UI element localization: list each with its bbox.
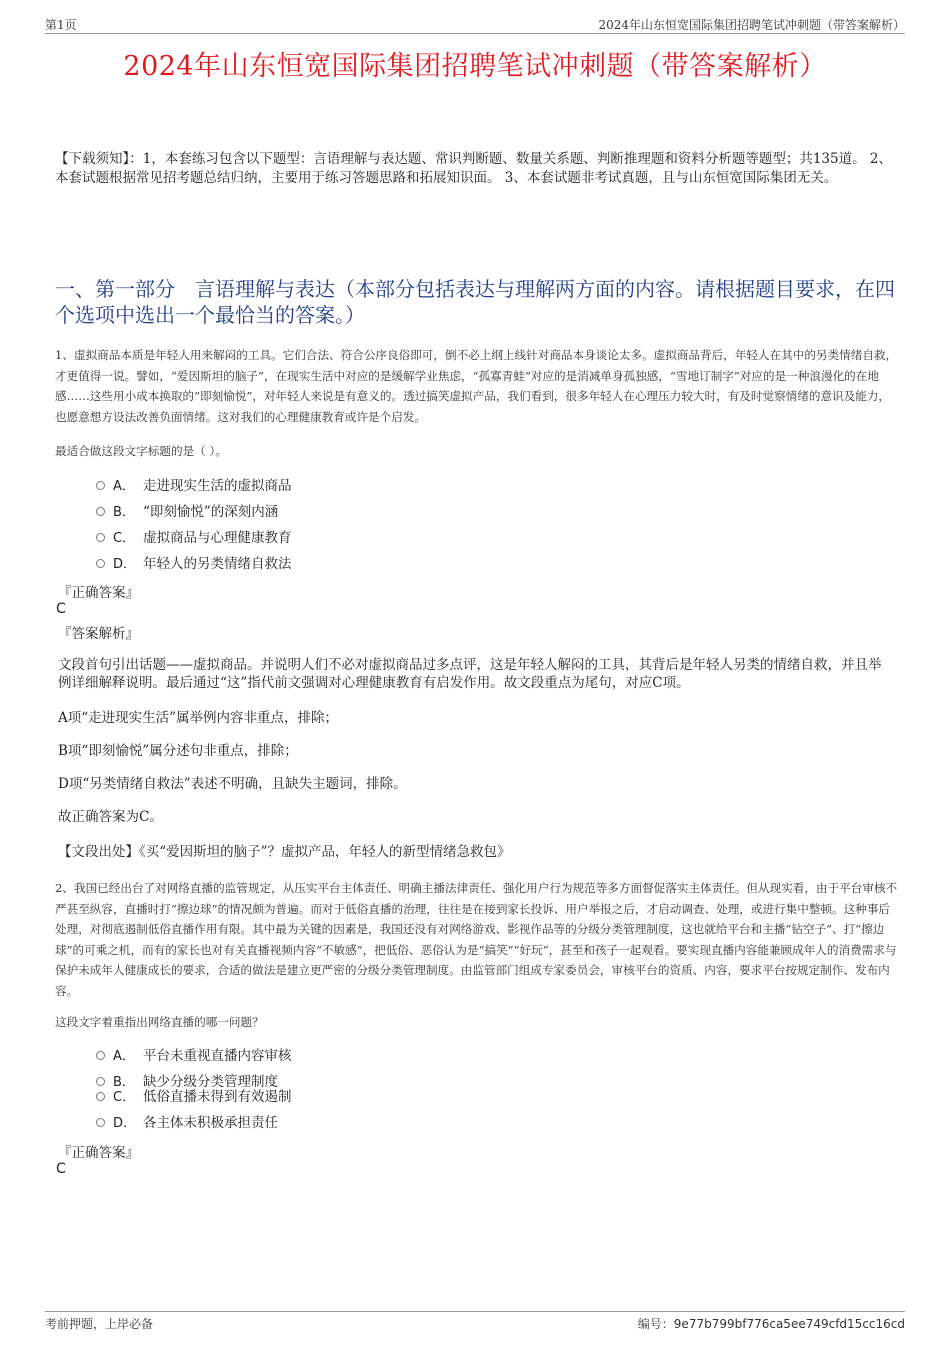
question-1-text: 1、虚拟商品本质是年轻人用来解闷的工具。它们合法、符合公序良俗即可，倒不必上纲上线针对商品本身谈论太多。虚拟商品背后，年轻人在其中的另类情绪自救，才更值得一说。譬如，“爱因斯坦的脑子”，在现实生活中对应的是缓解学业焦虑，“孤寡青蛙”对应的是消减单身孤独感，“雪地订制字”对应的是一种浪漫化的在地感……这些用小成本换取的“即刻愉悦”，对年轻人来说是有意义的。透过搞笑虚拟产品，我们看到，很多年轻人在心理压力较大时，有及时觉察情绪的意识及能力，也愿意想方设法改善负面情绪。这对我们的心理健康教育或许是个启发。 <box>55 348 898 424</box>
radio-icon[interactable] <box>96 1077 105 1086</box>
header-doc-title: 2024年山东恒宽国际集团招聘笔试冲刺题（带答案解析） <box>598 18 905 32</box>
footer-code: 9e77b799bf776ca5ee749cfd15cc16cd <box>673 1317 905 1331</box>
q1-option-a[interactable]: A． 走进现实生活的虚拟商品 <box>96 477 292 495</box>
q1-analysis-paragraph: 文段首句引出话题——虚拟商品。并说明人们不必对虚拟商品过多点评，这是年轻人解闷的工具，其背后是年轻人另类的情绪自救，并且举例详细解释说明。最后通过“这”指代前文强调对心理健康教育有启发作用。故文段重点为尾句，对应C项。 <box>58 657 882 691</box>
q1-analysis-conclusion: 故正确答案为C。 <box>58 809 163 825</box>
q1-option-c[interactable]: C． 虚拟商品与心理健康教育 <box>96 529 292 547</box>
q2-answer: C <box>56 1161 66 1177</box>
q1-analysis-b: B项“即刻愉悦”属分述句非重点，排除； <box>58 743 298 759</box>
q1-analysis-d: D项“另类情绪自救法”表述不明确，且缺失主题词，排除。 <box>58 776 407 792</box>
page-footer <box>45 1311 905 1333</box>
radio-icon[interactable] <box>96 1118 105 1127</box>
q1-analysis-a: A项“走进现实生活”属举例内容非重点，排除； <box>58 710 339 726</box>
page-number: 第1页 <box>45 18 77 32</box>
radio-icon[interactable] <box>96 559 105 568</box>
radio-icon[interactable] <box>96 507 105 516</box>
q1-option-d[interactable]: D． 年轻人的另类情绪自救法 <box>96 555 292 573</box>
q1-source: 【文段出处】《买“爱因斯坦的脑子”？虚拟产品，年轻人的新型情绪急救包》 <box>58 844 511 860</box>
q1-answer: C <box>56 601 66 617</box>
q2-option-b[interactable]: B． 缺少分级分类管理制度 <box>96 1073 278 1091</box>
footer-slogan: 考前押题，上岸必备 <box>45 1317 154 1331</box>
document-title: 2024年山东恒宽国际集团招聘笔试冲刺题（带答案解析） <box>123 51 827 82</box>
radio-icon[interactable] <box>96 1092 105 1101</box>
q2-option-d[interactable]: D． 各主体未积极承担责任 <box>96 1114 278 1132</box>
footer-code-label: 编号： <box>637 1317 674 1331</box>
q2-option-c[interactable]: C． 低俗直播未得到有效遏制 <box>96 1088 292 1106</box>
q1-analysis-label: 『答案解析』 <box>58 626 139 642</box>
section-heading: 一、第一部分 言语理解与表达（本部分包括表达与理解两方面的内容。请根据题目要求，在四个选项中选出一个最恰当的答案。） <box>55 277 895 327</box>
footer-code-block <box>638 1315 905 1332</box>
question-2-text: 2、我国已经出台了对网络直播的监管规定，从压实平台主体责任、明确主播法律责任、强化用户行为规范等多方面督促落实主体责任。但从现实看，由于平台审核不严甚至纵容，直播时打“擦边球”的情况颇为普遍。而对于低俗直播的治理，往往是在接到家长投诉、用户举报之后，才启动调查、处理，或进行集中整顿。这种事后处理，对彻底遏制低俗直播作用有限。其中最为关键的因素是，我国还没有对网络游戏、影视作品等的分级分类管理制度，这也就给平台和主播“钻空子”、打“擦边球”的可乘之机，而有的家长也对有关直播视频内容“不敏感”，把低俗、恶俗认为是“搞笑”“好玩”，甚至和孩子一起观看。要实现直播内容能兼顾成年人的消费需求与保护未成年人健康成长的要求，合适的做法是建立更严密的分级分类管理制度。由监管部门组成专家委员会，审核平台的资质、内容，要求平台按规定制作、发布内容。 <box>55 881 898 998</box>
q2-option-a[interactable]: A． 平台未重视直播内容审核 <box>96 1047 292 1065</box>
q2-answer-label: 『正确答案』 <box>58 1145 139 1161</box>
q1-option-b[interactable]: B． “即刻愉悦”的深刻内涵 <box>96 503 278 521</box>
q1-answer-label: 『正确答案』 <box>58 585 139 601</box>
page-header <box>45 14 905 34</box>
download-notice: 【下载须知】：1，本套练习包含以下题型：言语理解与表达题、常识判断题、数量关系题、判断推理题和资料分析题等题型；共135道。 2、本套试题根据常见招考题总结归纳，主要用于练习答题思路和拓展知识面。 3、本套试题非考试真题，且与山东恒宽国际集团无关。 <box>55 151 892 186</box>
question-1-prompt: 最适合做这段文字标题的是（ ）。 <box>55 444 227 458</box>
question-2-prompt: 这段文字着重指出网络直播的哪一问题？ <box>55 1015 264 1029</box>
radio-icon[interactable] <box>96 481 105 490</box>
radio-icon[interactable] <box>96 1051 105 1060</box>
radio-icon[interactable] <box>96 533 105 542</box>
